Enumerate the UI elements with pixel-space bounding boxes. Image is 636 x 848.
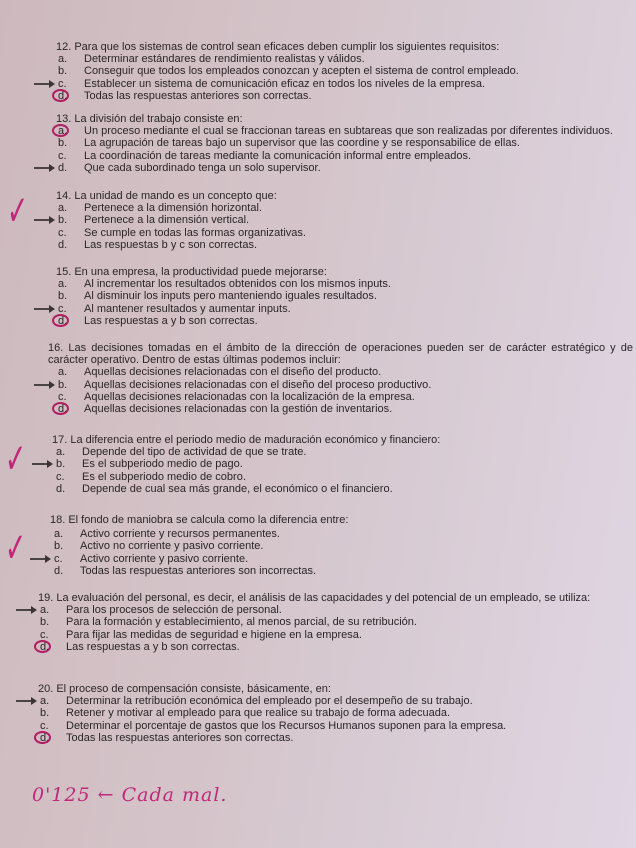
option-a [56, 125, 636, 137]
option-letter: a. [58, 366, 68, 379]
option-c [52, 553, 636, 565]
question-12 [56, 41, 636, 102]
option-text: La coordinación de tareas mediante la comunicación informal entre empleados. [84, 149, 472, 162]
option-c [56, 391, 636, 403]
option-text: Aquellas decisiones relacionadas con la localización de la empresa. [84, 390, 415, 403]
option-text: Pertenece a la dimensión horizontal. [84, 202, 262, 215]
option-letter: c. [58, 390, 67, 403]
option-text: Determinar estándares de rendimiento realistas y válidos. [84, 53, 365, 66]
option-letter: a. [58, 53, 68, 66]
question-title: 19. La evaluación del personal, es decir, el análisis de las capacidades y del potencial de un empleado, se utiliza: [38, 592, 591, 604]
option-letter: c. [40, 719, 49, 732]
question-19 [38, 592, 636, 653]
option-b [56, 137, 636, 149]
checkmark-icon: ✓ [5, 523, 27, 572]
question-title: 12. Para que los sistemas de control sean eficaces deben cumplir los siguientes requisitos: [56, 41, 500, 53]
option-c [56, 150, 636, 162]
option-letter: a. [58, 125, 68, 138]
checkmark-icon: ✓ [5, 434, 27, 483]
option-text: Al mantener resultados y aumentar inputs. [84, 302, 291, 315]
option-a [56, 202, 636, 214]
option-c [38, 720, 636, 732]
option-b [54, 458, 636, 470]
arrow-icon [34, 219, 52, 221]
option-letter: b. [54, 540, 64, 553]
question-title: 20. El proceso de compensación consiste, básicamente, en: [38, 683, 331, 695]
option-d [38, 732, 636, 744]
option-letter: d. [58, 314, 68, 327]
option-letter: c. [54, 552, 63, 565]
arrow-icon [16, 700, 34, 702]
option-letter: b. [40, 707, 50, 720]
question-title: 15. En una empresa, la productividad puede mejorarse: [56, 266, 327, 278]
checkmark-icon: ✓ [7, 186, 29, 235]
option-letter: c. [56, 470, 65, 483]
option-b [56, 214, 636, 226]
option-text: Activo no corriente y pasivo corriente. [80, 540, 264, 553]
arrow-icon [34, 167, 52, 169]
option-a [56, 278, 636, 290]
arrow-icon [34, 308, 52, 310]
option-text: Todas las respuestas anteriores son incorrectas. [80, 564, 317, 577]
option-d [52, 565, 636, 577]
option-text: Depende de cual sea más grande, el económico o el financiero. [82, 482, 393, 495]
option-text: La agrupación de tareas bajo un supervisor que las coordine y se responsabilice de ellas. [84, 137, 520, 150]
question-title: 16. Las decisiones tomadas en el ámbito de la dirección de operaciones pueden ser de carácter estratégico y de carácter operativo. Dentro de estas últimas podemos incluir: [48, 342, 633, 367]
option-text: Que cada subordinado tenga un solo supervisor. [84, 161, 321, 174]
option-c [54, 471, 636, 483]
option-letter: b. [58, 378, 68, 391]
option-b [56, 290, 636, 302]
option-text: Un proceso mediante el cual se fraccionan tareas en subtareas que son realizadas por diferentes individuos. [84, 125, 613, 138]
option-letter: c. [58, 149, 67, 162]
arrow-icon [34, 384, 52, 386]
option-letter: c. [58, 302, 67, 315]
option-text: Las respuestas a y b son correctas. [84, 314, 258, 327]
option-text: Todas las respuestas anteriores son correctas. [84, 89, 312, 102]
option-c [56, 303, 636, 315]
option-b [38, 707, 636, 719]
option-d [56, 239, 636, 251]
option-letter: a. [54, 528, 64, 541]
option-letter: d. [58, 402, 68, 415]
option-text: Aquellas decisiones relacionadas con la gestión de inventarios. [84, 402, 393, 415]
option-text: Establecer un sistema de comunicación eficaz en todos los niveles de la empresa. [84, 77, 486, 90]
option-b [38, 616, 636, 628]
option-text: Para la formación y establecimiento, al menos parcial, de su retribución. [66, 616, 417, 629]
option-text: Pertenece a la dimensión vertical. [84, 214, 250, 227]
option-letter: b. [40, 616, 50, 629]
option-letter: b. [56, 458, 66, 471]
option-d [38, 641, 636, 653]
option-text: Es el subperiodo medio de pago. [82, 458, 243, 471]
option-c [38, 629, 636, 641]
option-d [56, 90, 636, 102]
question-title: 18. El fondo de maniobra se calcula como la diferencia entre: [50, 514, 349, 526]
question-15 [56, 266, 636, 327]
option-d [54, 483, 636, 495]
option-letter: d. [40, 731, 50, 744]
question-title: 17. La diferencia entre el periodo medio de maduración económico y financiero: [52, 434, 441, 446]
arrow-icon [34, 83, 52, 85]
option-letter: b. [58, 290, 68, 303]
option-b [56, 379, 636, 391]
option-letter: d. [40, 640, 50, 653]
option-a [38, 604, 636, 616]
option-text: Activo corriente y pasivo corriente. [80, 552, 249, 565]
option-a [56, 53, 636, 65]
option-letter: d. [58, 89, 68, 102]
option-text: Todas las respuestas anteriores son correctas. [66, 731, 294, 744]
option-text: Para fijar las medidas de seguridad e higiene en la empresa. [66, 628, 362, 641]
option-letter: c. [58, 77, 67, 90]
question-title: 14. La unidad de mando es un concepto que: [56, 190, 277, 202]
option-text: Determinar el porcentaje de gastos que los Recursos Humanos suponen para la empresa. [66, 719, 507, 732]
option-text: Retener y motivar al empleado para que realice su trabajo de forma adecuada. [66, 707, 451, 720]
question-16 [48, 342, 636, 415]
option-a [38, 695, 636, 707]
option-letter: a. [58, 202, 68, 215]
option-a [56, 366, 636, 378]
option-text: Se cumple en todas las formas organizativas. [84, 226, 306, 239]
option-text: Conseguir que todos los empleados conozcan y acepten el sistema de control empleado. [84, 65, 519, 78]
option-text: Al disminuir los inputs pero manteniendo iguales resultados. [84, 290, 377, 303]
option-b [52, 540, 636, 552]
option-text: Al incrementar los resultados obtenidos con los mismos inputs. [84, 278, 391, 291]
option-text: Aquellas decisiones relacionadas con el diseño del producto. [84, 366, 382, 379]
option-letter: c. [40, 628, 49, 641]
option-letter: a. [40, 604, 50, 617]
question-13 [56, 113, 636, 174]
question-17 [52, 434, 636, 495]
option-c [56, 78, 636, 90]
option-text: Las respuestas a y b son correctas. [66, 640, 240, 653]
option-b [56, 65, 636, 77]
option-d [56, 162, 636, 174]
option-letter: a. [40, 695, 50, 708]
option-letter: b. [58, 65, 68, 78]
option-letter: d. [56, 482, 66, 495]
option-letter: a. [58, 278, 68, 291]
option-a [54, 446, 636, 458]
option-text: Las respuestas b y c son correctas. [84, 238, 258, 251]
option-c [56, 227, 636, 239]
option-letter: d. [54, 564, 64, 577]
option-d [56, 315, 636, 327]
option-letter: d. [58, 161, 68, 174]
option-letter: d. [58, 238, 68, 251]
question-20 [38, 683, 636, 744]
option-text: Es el subperiodo medio de cobro. [82, 470, 246, 483]
option-d [56, 403, 636, 415]
arrow-icon [16, 609, 34, 611]
option-text: Activo corriente y recursos permanentes. [80, 528, 280, 541]
option-text: Aquellas decisiones relacionadas con el diseño del proceso productivo. [84, 378, 432, 391]
handwritten-score-note: 0'125 ← Cada mal. [32, 784, 228, 806]
option-letter: b. [58, 214, 68, 227]
option-a [52, 528, 636, 540]
question-14 [56, 190, 636, 251]
option-letter: c. [58, 226, 67, 239]
arrow-icon [32, 463, 50, 465]
option-letter: a. [56, 446, 66, 459]
option-letter: b. [58, 137, 68, 150]
option-text: Depende del tipo de actividad de que se trate. [82, 446, 307, 459]
question-18 [50, 514, 636, 577]
arrow-icon [30, 558, 48, 560]
option-text: Determinar la retribución económica del empleado por el desempeño de su trabajo. [66, 695, 473, 708]
option-text: Para los procesos de selección de personal. [66, 604, 282, 617]
question-title: 13. La división del trabajo consiste en: [56, 113, 243, 125]
